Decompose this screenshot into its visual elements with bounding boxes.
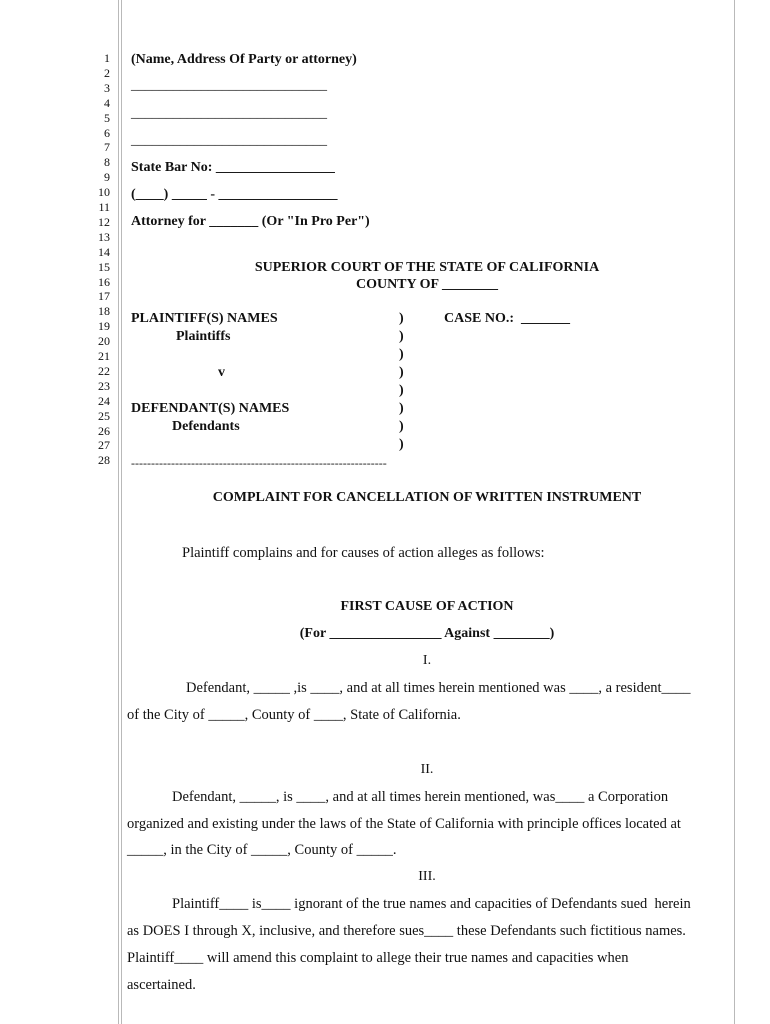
para-3-line-4: ascertained. — [127, 977, 196, 993]
court-name: SUPERIOR COURT OF THE STATE OF CALIFORNIA — [254, 260, 600, 275]
right-margin-rule — [734, 0, 735, 1024]
section-2-heading: II. — [420, 762, 434, 777]
para-2-line-2: organized and existing under the laws of the State of California with principle offices located at — [127, 816, 681, 832]
para-1-line-1: Defendant, _____ ,is ____, and at all times herein mentioned was ____, a resident____ — [186, 680, 691, 696]
line-number: 17 — [98, 289, 110, 304]
left-margin-rule-inner — [121, 0, 122, 1024]
para-3-line-3: Plaintiff____ will amend this complaint to allege their true names and capacities when — [127, 950, 629, 966]
line-number: 22 — [98, 363, 110, 378]
line-number: 13 — [98, 229, 110, 244]
caption-paren-3: ) — [399, 347, 404, 362]
line-number: 10 — [98, 185, 110, 200]
line-number: 28 — [98, 453, 110, 468]
line-number: 27 — [98, 438, 110, 453]
party-label: (Name, Address Of Party or attorney) — [131, 52, 357, 67]
caption-paren-6: ) — [399, 401, 404, 416]
caption-paren-4: ) — [399, 365, 404, 380]
court-county: COUNTY OF ________ — [355, 277, 499, 292]
section-1-heading: I. — [422, 653, 432, 668]
line-number: 7 — [104, 140, 110, 155]
phone-field: (____) _____ - _________________ — [131, 187, 338, 202]
line-number: 3 — [104, 80, 110, 95]
line-number: 12 — [98, 214, 110, 229]
address-blank-2: ____________________________ — [131, 106, 327, 121]
for-against-line: (For ________________ Against ________) — [299, 626, 555, 641]
line-number: 15 — [98, 259, 110, 274]
caption-divider: ---------------------------------------------------------------- — [131, 456, 387, 470]
caption-paren-8: ) — [399, 437, 404, 452]
line-number: 21 — [98, 349, 110, 363]
para-3-line-2: as DOES I through X, inclusive, and therefore sues____ these Defendants such fictitious names. — [127, 923, 686, 939]
line-number: 26 — [98, 423, 110, 438]
case-number-field: CASE NO.: _______ — [444, 311, 571, 326]
attorney-for-field: Attorney for _______ (Or "In Pro Per") — [131, 214, 370, 229]
intro-paragraph: Plaintiff complains and for causes of action alleges as follows: — [182, 545, 545, 561]
caption-paren-2: ) — [399, 329, 404, 344]
line-number: 16 — [98, 274, 110, 289]
line-number: 23 — [98, 378, 110, 393]
line-number: 24 — [98, 393, 110, 408]
line-number: 25 — [98, 408, 110, 423]
defendants-label: Defendants — [172, 419, 240, 434]
para-2-line-1: Defendant, _____, is ____, and at all times herein mentioned, was____ a Corporation — [172, 789, 669, 805]
address-blank-3: ____________________________ — [131, 133, 327, 148]
state-bar-field: State Bar No: _________________ — [131, 160, 335, 175]
line-number: 5 — [104, 110, 110, 125]
caption-paren-1: ) — [399, 311, 404, 326]
first-cause-heading: FIRST CAUSE OF ACTION — [340, 599, 514, 614]
caption-paren-7: ) — [399, 419, 404, 434]
line-number: 18 — [98, 304, 110, 319]
defendants-names: DEFENDANT(S) NAMES — [131, 401, 290, 416]
line-number: 8 — [104, 155, 110, 170]
line-number: 2 — [104, 65, 110, 80]
line-number: 6 — [104, 125, 110, 140]
section-3-heading: III. — [418, 869, 436, 884]
address-blank-1: ____________________________ — [131, 78, 327, 93]
versus-label: v — [218, 365, 225, 380]
plaintiffs-label: Plaintiffs — [176, 329, 231, 344]
line-number: 1 — [104, 51, 110, 65]
line-number: 14 — [98, 244, 110, 259]
line-number: 4 — [104, 95, 110, 110]
plaintiffs-names: PLAINTIFF(S) NAMES — [131, 311, 278, 326]
line-number: 9 — [104, 170, 110, 185]
line-number: 11 — [98, 200, 110, 214]
caption-paren-5: ) — [399, 383, 404, 398]
line-number: 19 — [98, 319, 110, 334]
para-1-line-2: of the City of _____, County of ____, State of California. — [127, 707, 461, 723]
para-3-line-1: Plaintiff____ is____ ignorant of the true names and capacities of Defendants sued herein — [172, 896, 691, 912]
left-margin-rule — [118, 0, 119, 1024]
line-number: 20 — [98, 334, 110, 349]
complaint-title: COMPLAINT FOR CANCELLATION OF WRITTEN INSTRUMENT — [212, 490, 642, 505]
para-2-line-3: _____, in the City of _____, County of _____. — [127, 842, 397, 858]
